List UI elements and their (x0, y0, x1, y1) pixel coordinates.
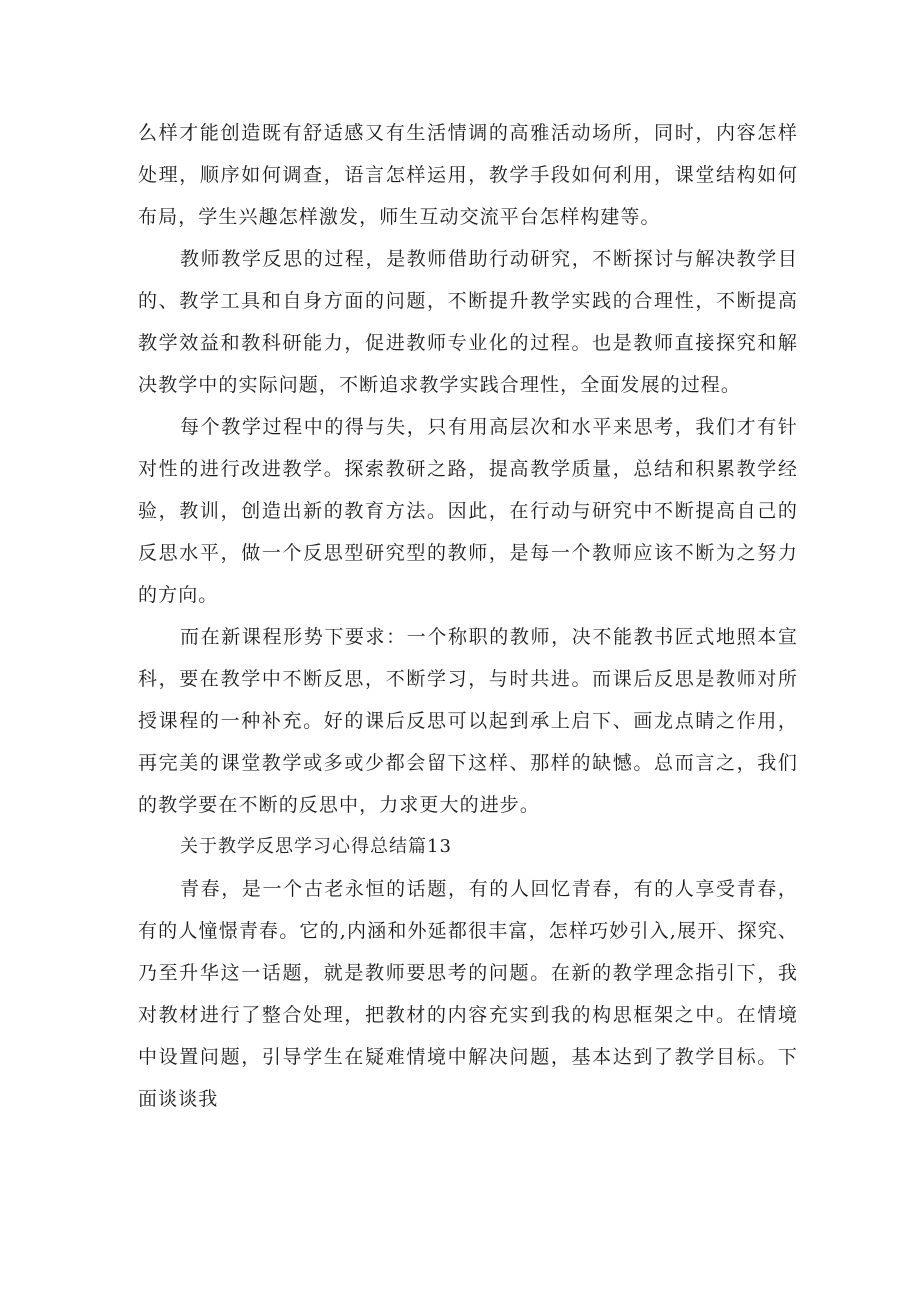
paragraph-gains-and-losses: 每个教学过程中的得与失，只有用高层次和水平来思考，我们才有针对性的进行改进教学。探索教研之路，提高教学质量，总结和积累教学经验，教训，创造出新的教育方法。因此，在行动与研究中不断提高自己的反思水平，做一个反思型研究型的教师，是每一个教师应该不断为之努力的方向。 (138, 416, 798, 606)
paragraph-reflection-process: 教师教学反思的过程，是教师借助行动研究，不断探讨与解决教学目的、教学工具和自身方面的问题，不断提升教学实践的合理性，不断提高教学效益和教科研能力，促进教师专业化的过程。也是教师直接探究和解决教学中的实际问题，不断追求教学实践合理性，全面发展的过程。 (138, 248, 798, 396)
paragraph-new-curriculum: 而在新课程形势下要求：一个称职的教师，决不能教书匠式地照本宣科，要在教学中不断反思，不断学习，与时共进。而课后反思是教师对所授课程的一种补充。好的课后反思可以起到承上启下、画龙点睛之作用，再完美的课堂教学或多或少都会留下这样、那样的缺憾。总而言之，我们的教学要在不断的反思中，力求更大的进步。 (138, 626, 798, 816)
paragraph-continuation: 么样才能创造既有舒适感又有生活情调的高雅活动场所，同时，内容怎样处理，顺序如何调查，语言怎样运用，教学手段如何利用，课堂结构如何布局，学生兴趣怎样激发，师生互动交流平台怎样构建等。 (138, 122, 798, 228)
paragraph-youth-topic: 青春，是一个古老永恒的话题，有的人回忆青春，有的人享受青春，有的人憧憬青春。它的,内涵和外延都很丰富，怎样巧妙引入,展开、探究、乃至升华这一话题，就是教师要思考的问题。在新的教学理念指引下，我对教材进行了整合处理，把教材的内容充实到我的构思框架之中。在情境中设置问题，引导学生在疑难情境中解决问题，基本达到了教学目标。下面谈谈我 (138, 878, 798, 1110)
document-body (138, 112, 798, 1120)
section-heading: 关于教学反思学习心得总结篇13 (180, 836, 452, 857)
